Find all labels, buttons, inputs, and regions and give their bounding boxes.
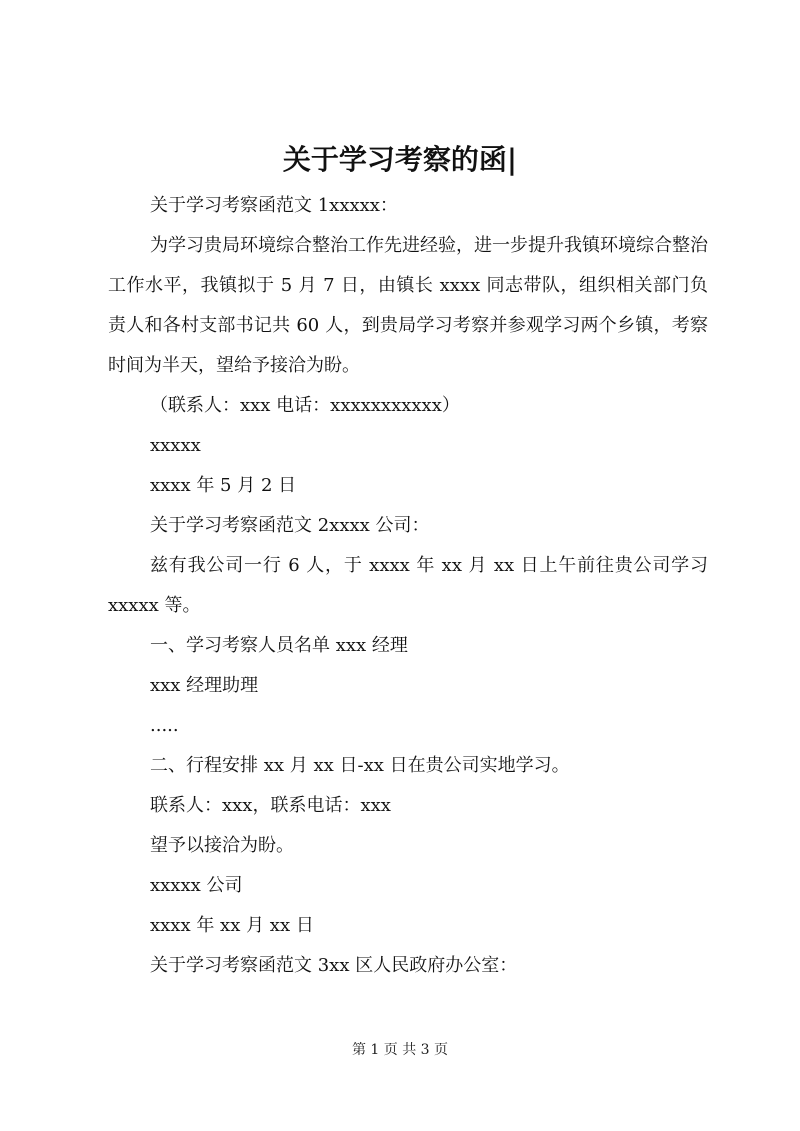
paragraph-member-assistant: xxx 经理助理 — [150, 675, 259, 696]
page-footer: 第 1 页 共 3 页 — [351, 1042, 449, 1058]
paragraph-signature-2: xxxxx 公司 — [150, 875, 243, 896]
paragraph-ellipsis: ..... — [150, 715, 179, 736]
paragraph-contact-1: （联系人：xxx 电话：xxxxxxxxxxx） — [150, 395, 460, 416]
document-body — [108, 186, 708, 986]
paragraph-member-list: 一、学习考察人员名单 xxx 经理 — [150, 635, 408, 656]
paragraph-sample-2-body: 兹有我公司一行 6 人，于 xxxx 年 xx 月 xx 日上午前往贵公司学习 xxxxx 等。 — [108, 555, 708, 616]
paragraph-date-1: xxxx 年 5 月 2 日 — [150, 475, 297, 496]
paragraph-itinerary: 二、行程安排 xx 月 xx 日-xx 日在贵公司实地学习。 — [150, 755, 570, 776]
paragraph-sample-1-heading: 关于学习考察函范文 1xxxxx： — [150, 195, 398, 216]
paragraph-sample-3-heading: 关于学习考察函范文 3xx 区人民政府办公室： — [150, 955, 518, 976]
paragraph-signature-1: xxxxx — [150, 435, 201, 456]
paragraph-date-2: xxxx 年 xx 月 xx 日 — [150, 915, 314, 936]
paragraph-sample-2-heading: 关于学习考察函范文 2xxxx 公司： — [150, 515, 430, 536]
paragraph-sample-1-body: 为学习贵局环境综合整治工作先进经验，进一步提升我镇环境综合整治工作水平，我镇拟于 5 月 7 日，由镇长 xxxx 同志带队，组织相关部门负责人和各村支部书记共 60 人，到贵局学习考察并参观学习两个乡镇，考察时间为半天，望给予接洽为盼。 — [108, 235, 708, 376]
page-title: 关于学习考察的函| — [282, 143, 518, 176]
paragraph-contact-2: 联系人：xxx，联系电话：xxx — [150, 795, 391, 816]
paragraph-closing-2: 望予以接洽为盼。 — [150, 835, 294, 856]
